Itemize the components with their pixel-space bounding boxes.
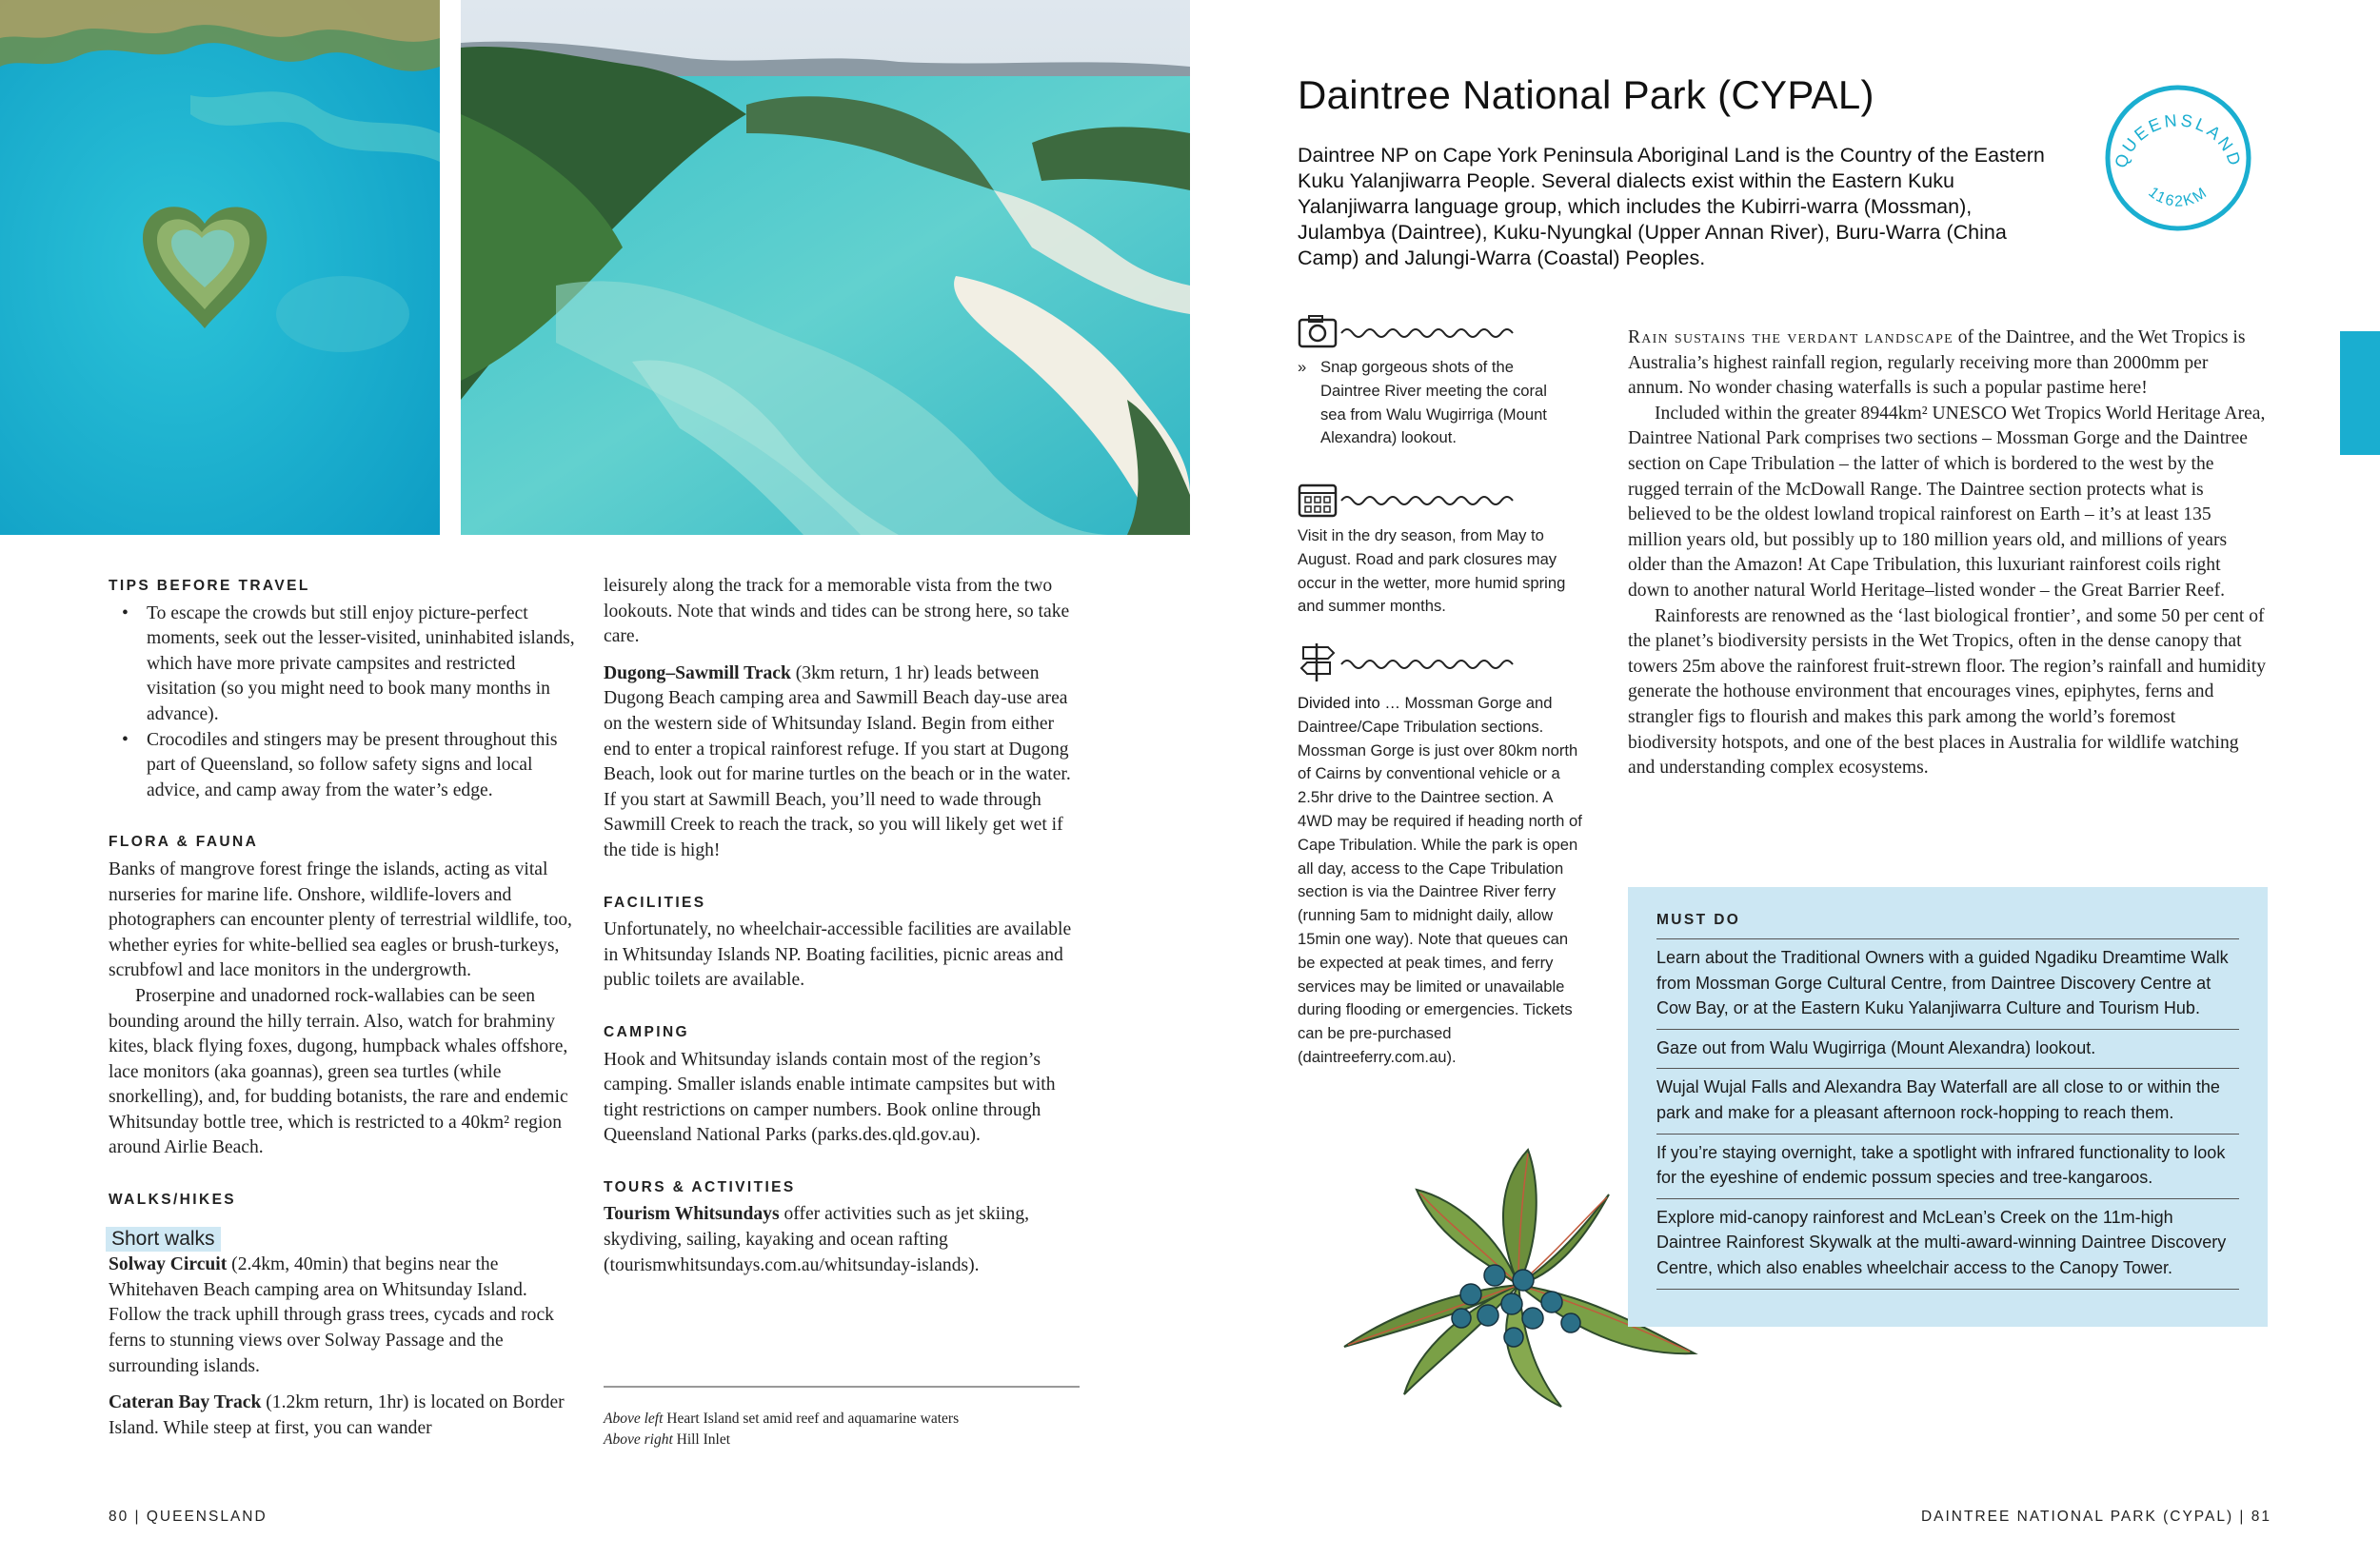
photo-hill-inlet	[461, 0, 1190, 535]
svg-text:1162KM	[2145, 185, 2211, 210]
main-p1-text: of the Daintree, and the Wet Tropics is Australia’s highest rainfall region, regularly receiving more than 2000mm per annum. No wonder chasing waterfalls is such a popular pastime here!	[1628, 327, 2246, 399]
main-paragraph-3: Rainforests are renowned as the ‘last biological frontier’, and some 50 per cent of the planet’s biodiversity persists in the Wet Tropics, often in the dense canopy that towers 25m above the rainforest fruit-strewn floor. The region’s rainfall and humidity generate the hothouse environment that encourages vines, epiphytes, ferns and strangler figs to flourish and makes this park among the world’s foremost biodiversity hotspots, and one of the best places in Australia for wildlife watching and understanding complex ecosystems.	[1628, 605, 2267, 779]
photo-tip: » Snap gorgeous shots of the Daintree River meeting the coral sea from Walu Wugirriga (Mount Alexandra) lookout.	[1298, 358, 1547, 447]
left-column-1	[109, 574, 581, 1441]
dugong-paragraph	[604, 661, 1080, 864]
must-do-box	[1628, 887, 2268, 1327]
footer-left: 80 | QUEENSLAND	[109, 1509, 268, 1525]
season-tip: Visit in the dry season, from May to August. Road and park closures may occur in the wetter, more humid spring and summer months.	[1298, 526, 1566, 616]
short-walks-label: Short walks	[106, 1227, 221, 1253]
caption-left-text: Heart Island set amid reef and aquamarine waters	[663, 1411, 960, 1427]
caption-left-label: Above left	[604, 1411, 664, 1427]
caption-right	[604, 1430, 1080, 1450]
tours-heading: TOURS & ACTIVITIES	[604, 1178, 796, 1195]
caption-left	[604, 1409, 1080, 1430]
signpost-icon	[1298, 641, 1526, 683]
left-column-2	[604, 574, 1080, 1278]
cateran-continued: leisurely along the track for a memorable vista from the two lookouts. Note that winds and tides can be strong here, so take care.	[604, 576, 1070, 647]
caption-right-text: Hill Inlet	[672, 1431, 731, 1448]
photo-captions	[604, 1409, 1080, 1450]
must-do-item: Wujal Wujal Falls and Alexandra Bay Waterfall are all close to or within the park and make for a pleasant afternoon rock-hopping to reach them.	[1656, 1068, 2239, 1133]
solway-title: Solway Circuit	[109, 1254, 228, 1275]
park-intro: Daintree NP on Cape York Peninsula Aboriginal Land is the Country of the Eastern Kuku Yalanjiwarra People. Several dialects exist within the Eastern Kuku Yalanjiwarra language group, which includes the Kubirri-warra (Mossman), Julambya (Daintree), Kuku-Nyungkal (Upper Annan River), Buru-Warra (China Camp) and Jalungi-Warra (Coastal) Peoples.	[1298, 144, 2045, 269]
camera-icon	[1298, 314, 1526, 352]
cateran-text: (1.2km return, 1hr) is located on Border Island. While steep at first, you can wander	[109, 1392, 565, 1438]
divided-text: Mossman Gorge and Daintree/Cape Tribulation sections. Mossman Gorge is just over 80km north of Cairns by conventional vehicle or a 2.5hr drive to the Daintree section. A 4WD may be required if heading north of Cape Tribulation. While the park is open all day, access to the Cape Tribulation section is via the Daintree River ferry (running 5am to midnight daily, allow 15min one way). Note that queues can be expected at peak times, and ferry services may be limited or unavailable during flooding or emergencies. Tickets can be pre-purchased (daintreeferry.com.au).	[1298, 694, 1582, 1066]
main-paragraph-2: Included within the greater 8944km² UNESCO Wet Tropics World Heritage Area, Daintree National Park comprises two sections – Mossman Gorge and the Daintree section on Cape Tribulation – the latter of which is bordered to the west by the rugged terrain of the McDowall Range. The Daintree section protects what is believed to be the oldest lowland tropical rainforest on Earth – it’s at least 135 million years old, but possibly up to 180 million years old, and millions of years older than the Amazon! At Cape Tribulation, this luxuriant rainforest coils right down to another natural World Heritage–listed wonder – the Great Barrier Reef.	[1628, 403, 2266, 601]
tips-list	[109, 602, 581, 804]
must-do-item: Explore mid-canopy rainforest and McLean’s Creek on the 11m-high Daintree Rainforest Skywalk at the multi-award-winning Daintree Discovery Centre, which also enables wheelchair access to the Canopy Tower.	[1656, 1198, 2239, 1290]
badge-distance: 1162KM	[2145, 184, 2211, 210]
photo-heart-island	[0, 0, 440, 535]
solway-text: (2.4km, 40min) that begins near the Whitehaven Beach camping area on Whitsunday Island. Follow the track uphill through grass trees, cycads and rock ferns to stunning views over Solway Passage and the surrounding islands.	[109, 1254, 554, 1376]
must-do-item: Gaze out from Walu Wugirriga (Mount Alexandra) lookout.	[1656, 1029, 2239, 1069]
solway-paragraph	[109, 1253, 581, 1379]
must-do-item: Learn about the Traditional Owners with a guided Ngadiku Dreamtime Walk from Mossman Gorge Cultural Centre, from Daintree Discovery Centre at Cow Bay, or at the Eastern Kuku Yalanjiwarra Culture and Tourism Hub.	[1656, 938, 2239, 1029]
facilities-heading: FACILITIES	[604, 894, 706, 911]
divided-info	[1298, 692, 1583, 1070]
main-paragraph-1	[1628, 326, 2266, 402]
facilities-text: Unfortunately, no wheelchair-accessible facilities are available in Whitsunday Islands NP. Boating facilities, picnic areas and public toilets are available.	[604, 919, 1072, 991]
flora-paragraph-1: Banks of mangrove forest fringe the islands, acting as vital nurseries for marine life. Onshore, wildlife-lovers and photographers can encounter plenty of terrestrial wildlife, too, whether eyries for white-bellied sea eagles or brush-turkeys, scrubfowl and lace monitors in the undergrowth.	[109, 858, 572, 981]
badge-state: QUEENSLAND	[2111, 110, 2246, 170]
tours-paragraph	[604, 1202, 1080, 1278]
tip-item: • To escape the crowds but still enjoy picture-perfect moments, seek out the lesser-visited, uninhabited islands, which have more private campsites and restricted visitation (so you might need to book many months in advance).	[147, 602, 581, 728]
tip-item: • Crocodiles and stingers may be present throughout this part of Queensland, so follow safety signs and local advice, and camp away from the water’s edge.	[147, 728, 581, 804]
dugong-title: Dugong–Sawmill Track	[604, 662, 791, 683]
tips-heading: TIPS BEFORE TRAVEL	[109, 578, 310, 594]
chapter-tab	[2340, 331, 2380, 455]
main-lead: Rain sustains the verdant landscape	[1628, 327, 1954, 347]
must-do-heading: MUST DO	[1656, 912, 1741, 928]
footer-right: DAINTREE NATIONAL PARK (CYPAL) | 81	[1920, 1509, 2271, 1525]
cateran-paragraph	[109, 1391, 581, 1441]
flora-paragraph-2: Proserpine and unadorned rock-wallabies can be seen bounding around the hilly terrain. Also, watch for brahminy kites, black flying foxes, dugong, humpback whales offshore, lace monitors (aka goannas), green sea turtles (while snorkelling), and, for budding botanists, the rare and endemic Whitsunday bottle tree, which is restricted to a 40km² region around Airlie Beach.	[109, 985, 568, 1158]
caption-divider	[604, 1386, 1080, 1388]
park-title: Daintree National Park (CYPAL)	[1298, 72, 1874, 117]
svg-text:QUEENSLAND	[2111, 110, 2245, 170]
calendar-icon	[1298, 482, 1526, 520]
dugong-text: (3km return, 1 hr) leads between Dugong Beach camping area and Sawmill Beach day-use area on the western side of Whitsunday Island. Begin from either end to enter a tropical rainforest refuge. If you start at Dugong Beach, look out for marine turtles on the beach or in the water. If you start at Sawmill Beach, you’ll need to wade through Sawmill Creek to reach the track, so you will likely get wet if the tide is high!	[604, 662, 1071, 860]
walks-heading: WALKS/HIKES	[109, 1192, 237, 1209]
must-do-item: If you’re staying overnight, take a spotlight with infrared functionality to look for the eyeshine of endemic possum species and tree-kangaroos.	[1656, 1134, 2239, 1198]
queensland-distance-badge	[2102, 82, 2254, 234]
tours-title: Tourism Whitsundays	[604, 1204, 780, 1225]
flora-heading: FLORA & FAUNA	[109, 834, 259, 851]
photo-tip-text: Snap gorgeous shots of the Daintree River meeting the coral sea from Walu Wugirriga (Mount Alexandra) lookout.	[1320, 358, 1547, 447]
caption-right-label: Above right	[604, 1431, 673, 1448]
tours-text: offer activities such as jet skiing, skydiving, sailing, kayaking and ocean rafting (tourismwhitsundays.com.au/whitsunday-islands).	[604, 1204, 1030, 1275]
camping-heading: CAMPING	[604, 1023, 689, 1040]
divided-label: Divided into …	[1298, 694, 1400, 712]
main-right-column	[1628, 326, 2266, 781]
camping-text: Hook and Whitsunday islands contain most of the region’s camping. Smaller islands enable intimate campsites but with tight restrictions on camper numbers. Book online through Queensland National Parks (parks.des.qld.gov.au).	[604, 1049, 1056, 1146]
cateran-title: Cateran Bay Track	[109, 1392, 262, 1413]
